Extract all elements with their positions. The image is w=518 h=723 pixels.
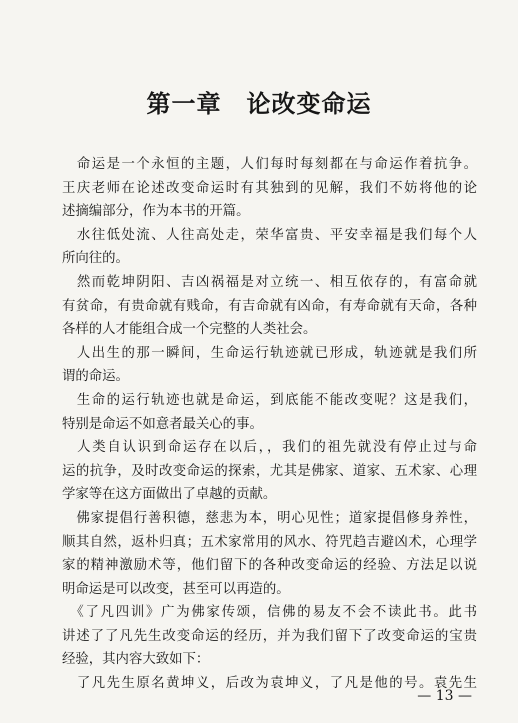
text-line: 家的精神激励术等，他们留下的各种改变命运的经验、方法足以说 — [62, 558, 477, 574]
text-line: 水往低处流、人往高处走，荣华富贵、平安幸福是我们每个人 — [62, 227, 477, 243]
chapter-title: 第一章 论改变命运 — [146, 89, 372, 118]
text-line: 所向往的。 — [62, 251, 129, 267]
text-line: 生命的运行轨迹也就是命运，到底能不能改变呢？这是我们， — [62, 392, 477, 408]
text-line: 顺其自然，返朴归真；五术家常用的风水、符咒趋吉避凶术，心理学 — [62, 534, 477, 550]
text-line: 运的抗争，及时改变命运的探索，尤其是佛家、道家、五术家、心理 — [62, 463, 477, 479]
text-line: 王庆老师在论述改变命运时有其独到的见解，我们不妨将他的论 — [62, 180, 477, 196]
text-line: 人出生的那一瞬间，生命运行轨迹就已形成，轨迹就是我们所 — [62, 345, 477, 361]
text-line: 特别是命运不如意者最关心的事。 — [62, 416, 263, 432]
text-line: 佛家提倡行善积德，慈悲为本，明心见性；道家提倡修身养性， — [62, 510, 477, 526]
text-line: 有贫命，有贵命就有贱命，有吉命就有凶命，有寿命就有天命，各种 — [62, 298, 477, 314]
text-line: 各样的人才能组合成一个完整的人类社会。 — [62, 322, 317, 338]
text-line: 经验，其内容大致如下： — [62, 652, 210, 668]
body-text — [62, 153, 477, 696]
text-line: 述摘编部分，作为本书的开篇。 — [62, 204, 250, 220]
text-line: 谓的命运。 — [62, 369, 129, 385]
page-number: — 13 — — [417, 688, 472, 704]
text-line: 人类自认识到命运存在以后，，我们的祖先就没有停止过与命 — [62, 440, 477, 456]
text-line: 讲述了了凡先生改变命运的经历，并为我们留下了改变命运的宝贵 — [62, 628, 477, 644]
text-line: 学家等在这方面做出了卓越的贡献。 — [62, 487, 277, 503]
text-line: 明命运是可以改变，甚至可以再造的。 — [62, 581, 290, 597]
text-line: 了凡先生原名黄坤义，后改为袁坤义，了凡是他的号。袁先生 — [62, 676, 477, 692]
text-line: 然而乾坤阴阳、吉凶祸福是对立统一、相互依存的，有富命就 — [62, 274, 477, 290]
text-line: 《了凡四训》广为佛家传颂，信佛的易友不会不读此书。此书 — [62, 605, 477, 621]
text-line: 命运是一个永恒的主题，人们每时每刻都在与命运作着抗争。 — [62, 157, 477, 172]
